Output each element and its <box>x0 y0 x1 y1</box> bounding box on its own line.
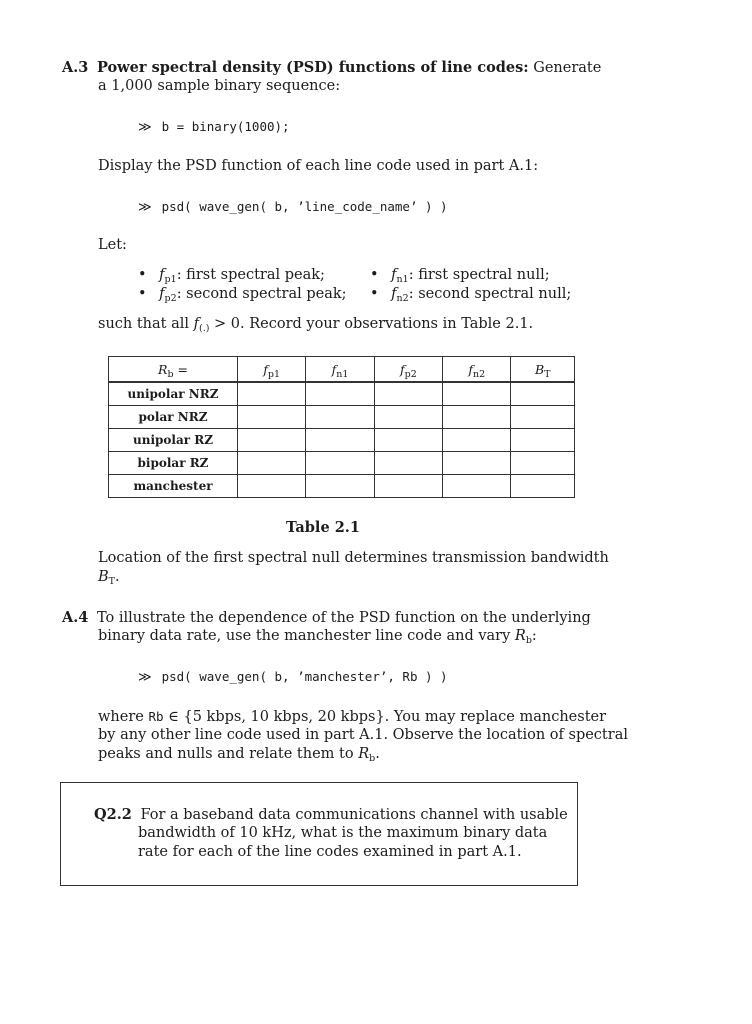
table-cell <box>443 429 511 452</box>
table-cell <box>238 382 306 406</box>
bullet-fn2 <box>370 285 571 304</box>
symbol-f: f <box>193 316 199 332</box>
table-cell <box>374 452 442 475</box>
table-cell <box>443 475 511 498</box>
symbol-f: f <box>159 286 165 302</box>
where-line <box>98 707 606 727</box>
table-cell <box>374 406 442 429</box>
where-text: where <box>98 709 144 725</box>
section-a3-heading <box>62 58 601 78</box>
header-fn1 <box>306 357 374 383</box>
table-row <box>109 429 575 452</box>
row-label: unipolar RZ <box>109 429 238 452</box>
symbol: f <box>263 361 268 377</box>
table-cell <box>374 429 442 452</box>
subscript: n1 <box>396 274 409 285</box>
bullet-fn1 <box>370 266 550 285</box>
table-cell <box>511 406 575 429</box>
colon: : <box>531 628 537 644</box>
table-cell <box>238 475 306 498</box>
question-line1 <box>94 805 568 825</box>
symbol: B <box>534 361 545 377</box>
subscript: b <box>525 635 532 646</box>
bullet-text: : second spectral null; <box>408 286 572 302</box>
row-label: bipolar RZ <box>109 452 238 475</box>
header-rb <box>109 357 238 383</box>
table-cell <box>306 475 374 498</box>
table-cell <box>306 452 374 475</box>
question-line3: rate for each of the line codes examined in part A.1. <box>138 844 522 860</box>
table-row <box>109 406 575 429</box>
such-that-post: > 0. Record your observations in Table 2.1. <box>214 316 534 332</box>
a4-line-c-text: peaks and nulls and relate them to <box>98 746 354 762</box>
table-cell <box>511 452 575 475</box>
let-label: Let: <box>98 237 127 253</box>
subscript: n2 <box>472 368 486 380</box>
table-row <box>109 382 575 406</box>
symbol-r: R <box>514 628 526 644</box>
symbol-r: R <box>158 361 168 377</box>
a4-line-b: by any other line code used in part A.1. Observe the location of spectral <box>98 727 628 743</box>
header-fn2 <box>443 357 511 383</box>
bullet-text: : first spectral null; <box>408 267 550 283</box>
subscript: (.) <box>199 323 210 334</box>
row-label: manchester <box>109 475 238 498</box>
section-a4-line1 <box>62 608 591 628</box>
symbol-f: f <box>159 267 165 283</box>
header-fp1 <box>238 357 306 383</box>
section-a3-title: Power spectral density (PSD) functions of line codes: <box>97 59 529 76</box>
subscript: T <box>544 368 551 380</box>
where-code: Rb <box>148 709 164 724</box>
table-row <box>109 452 575 475</box>
prompt-symbol: ≫ <box>138 670 152 685</box>
code-psd: psd( wave_gen( b, ’line_code_name’ ) ) <box>161 199 448 214</box>
a4-line-c <box>98 745 380 764</box>
section-a4-line2 <box>98 627 537 646</box>
section-a3-label: A.3 <box>62 59 89 76</box>
bullet-text: : second spectral peak; <box>176 286 347 302</box>
subscript: p2 <box>404 368 417 380</box>
subscript: p1 <box>164 274 177 285</box>
symbol-b: B <box>98 569 109 585</box>
row-label: polar NRZ <box>109 406 238 429</box>
table-cell <box>443 406 511 429</box>
display-instruction: Display the PSD function of each line code used in part A.1: <box>98 158 539 174</box>
period: . <box>115 569 120 585</box>
table-cell <box>374 382 442 406</box>
header-bt <box>511 357 575 383</box>
symbol-f: f <box>391 267 397 283</box>
table-cell <box>511 429 575 452</box>
period: . <box>375 746 380 762</box>
code-line-psd <box>138 197 448 217</box>
table-caption: Table 2.1 <box>286 519 360 536</box>
table-cell <box>238 452 306 475</box>
code-manchester: psd( wave_gen( b, ’manchester’, Rb ) ) <box>161 669 448 684</box>
table-cell <box>374 475 442 498</box>
symbol: f <box>399 361 405 377</box>
question-line2: bandwidth of 10 kHz, what is the maximum binary data <box>138 825 548 841</box>
subscript: T <box>108 576 115 587</box>
such-that-line <box>98 315 533 334</box>
section-a3-intro-line2: a 1,000 sample binary sequence: <box>98 78 341 94</box>
subscript: n2 <box>396 293 409 304</box>
table-cell <box>238 429 306 452</box>
bandwidth-note-line2 <box>98 568 120 587</box>
subscript: p1 <box>267 368 281 380</box>
table-cell <box>306 429 374 452</box>
code-binary: b = binary(1000); <box>161 119 290 134</box>
question-label: Q2.2 <box>94 806 132 823</box>
question-text1: For a baseband data communications channel with usable <box>140 807 568 823</box>
section-a4-label: A.4 <box>62 609 89 626</box>
section-a4-text1: To illustrate the dependence of the PSD function on the underlying <box>97 610 591 626</box>
row-label: unipolar NRZ <box>109 382 238 406</box>
bullet-text: : first spectral peak; <box>176 267 325 283</box>
code-line-manchester <box>138 667 448 687</box>
such-that-pre: such that all <box>98 316 190 332</box>
equals-sign: = <box>173 361 188 377</box>
subscript: p2 <box>164 293 177 304</box>
bandwidth-note-line1: Location of the first spectral null determines transmission bandwidth <box>98 550 609 566</box>
bullet-fp2 <box>138 285 347 304</box>
subscript: b <box>167 368 174 380</box>
prompt-symbol: ≫ <box>138 200 152 215</box>
header-fp2 <box>374 357 442 383</box>
table-header-row <box>109 357 575 383</box>
prompt-symbol: ≫ <box>138 120 152 135</box>
table-cell <box>238 406 306 429</box>
code-line-binary <box>138 117 290 137</box>
symbol-f: f <box>391 286 397 302</box>
table-row <box>109 475 575 498</box>
table-2-1 <box>108 356 575 498</box>
table-cell <box>443 452 511 475</box>
table-cell <box>306 382 374 406</box>
subscript: n1 <box>336 368 349 380</box>
subscript: b <box>369 753 376 764</box>
bullet-fp1 <box>138 266 325 285</box>
section-a3-intro: Generate <box>533 60 602 76</box>
section-a4-text2: binary data rate, use the manchester line code and vary <box>98 628 511 644</box>
table-cell <box>511 475 575 498</box>
table-cell <box>443 382 511 406</box>
symbol: f <box>468 361 473 377</box>
where-set: ∈ {5 kbps, 10 kbps, 20 kbps}. You may replace manchester <box>168 709 607 725</box>
table-cell <box>306 406 374 429</box>
symbol: f <box>331 361 337 377</box>
table-cell <box>511 382 575 406</box>
symbol-r: R <box>358 746 370 762</box>
